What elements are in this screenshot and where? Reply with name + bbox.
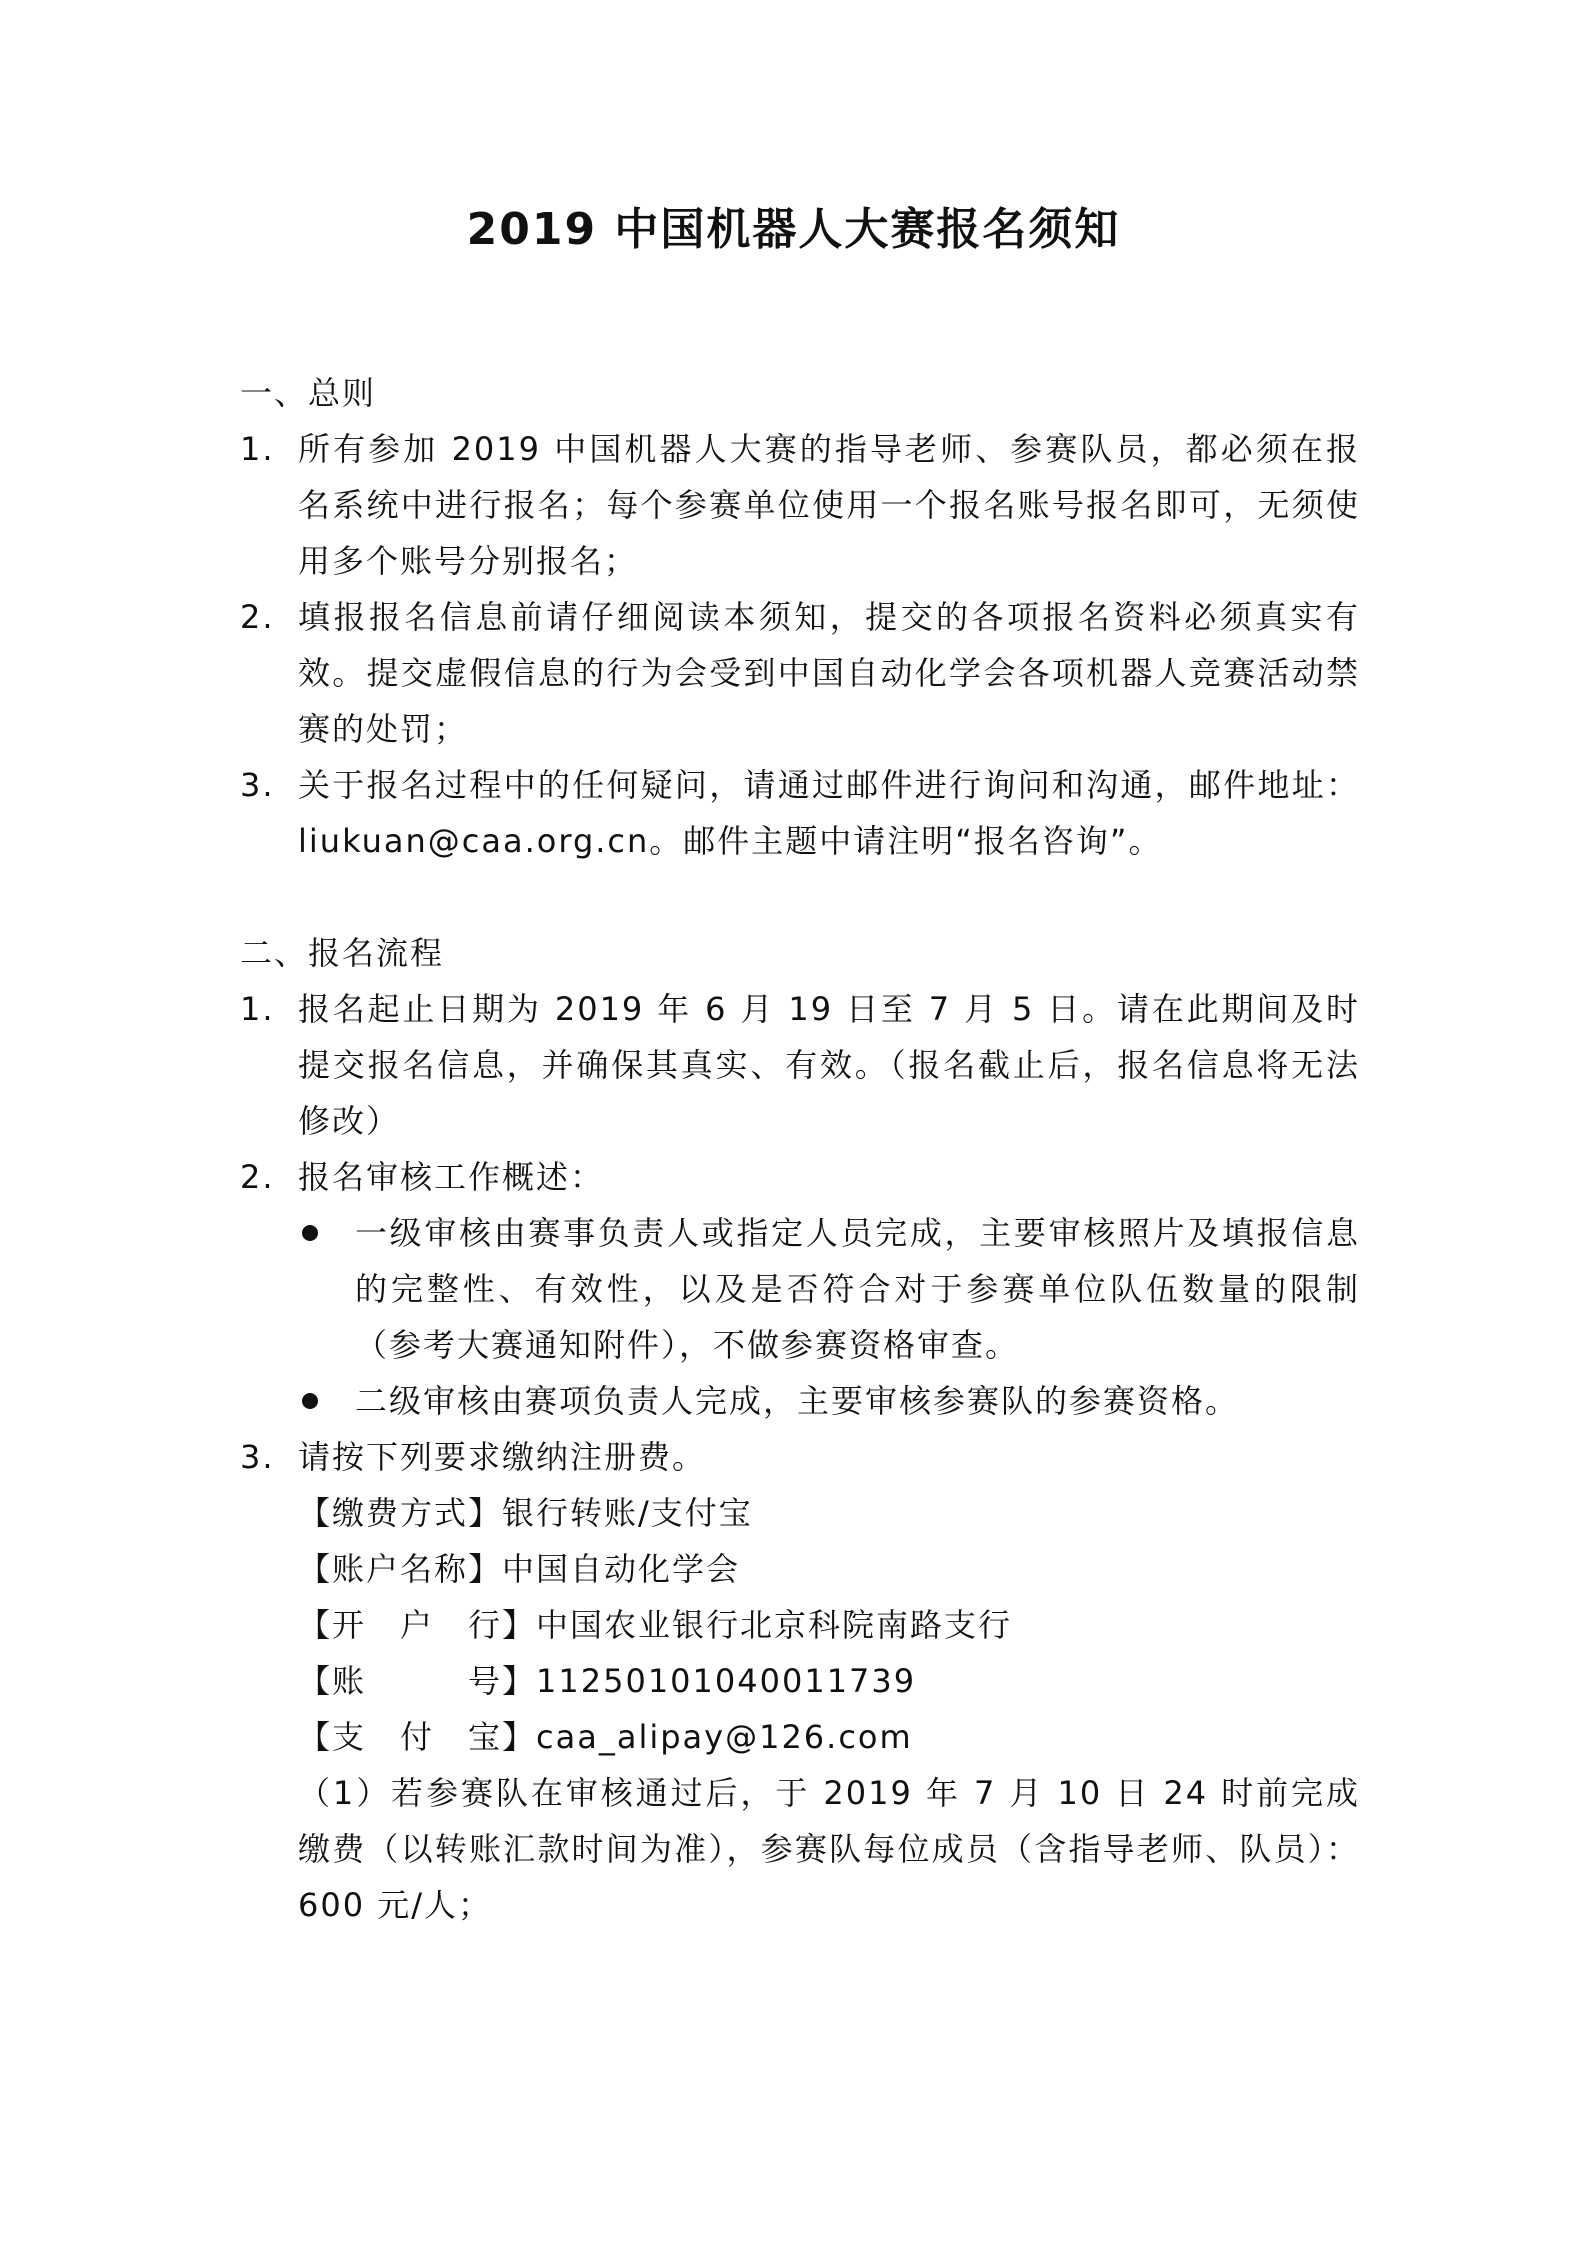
- item-text: 关于报名过程中的任何疑问，请通过邮件进行询问和沟通，邮件地址：liukuan@caa.org.cn。邮件主题中请注明“报名咨询”。: [298, 766, 1360, 860]
- item-number: 1.: [240, 430, 275, 468]
- payment-value: 11250101040011739: [536, 1662, 917, 1700]
- bullet-dot-icon: [302, 1225, 318, 1241]
- item-text: 报名起止日期为 2019 年 6 月 19 日至 7 月 5 日。请在此期间及时提交报名信息，并确保其真实、有效。（报名截止后，报名信息将无法修改）: [298, 990, 1360, 1140]
- item-number: 1.: [240, 990, 275, 1028]
- bullet-text: 二级审核由赛项负责人完成，主要审核参赛队的参赛资格。: [355, 1382, 1240, 1420]
- payment-value: 中国自动化学会: [502, 1550, 741, 1588]
- fee-note: （1）若参赛队在审核通过后，于 2019 年 7 月 10 日 24 时前完成缴费（以转账汇款时间为准），参赛队每位成员（含指导老师、队员）：600 元/人；: [298, 1774, 1360, 1924]
- item-text: 报名审核工作概述：: [298, 1158, 605, 1196]
- payment-key: 【账 号】: [298, 1662, 537, 1700]
- list-item: [240, 981, 1360, 1149]
- bullet-text: 一级审核由赛事负责人或指定人员完成，主要审核照片及填报信息的完整性、有效性，以及是否符合对于参赛单位队伍数量的限制（参考大赛通知附件），不做参赛资格审查。: [355, 1214, 1360, 1364]
- item-number: 2.: [240, 1158, 275, 1196]
- bullet-dot-icon: [302, 1393, 318, 1409]
- payment-method-row: [240, 1485, 1360, 1541]
- payment-value: caa_alipay@126.com: [536, 1718, 913, 1756]
- account-number-row: [240, 1653, 1360, 1709]
- payment-key: 【支 付 宝】: [298, 1718, 537, 1756]
- list-item: [240, 1149, 1360, 1205]
- item-number: 3.: [240, 766, 275, 804]
- bullet-item: [240, 1205, 1360, 1373]
- item-text: 填报报名信息前请仔细阅读本须知，提交的各项报名资料必须真实有效。提交虚假信息的行为会受到中国自动化学会各项机器人竞赛活动禁赛的处罚；: [298, 598, 1360, 748]
- item-number: 3.: [240, 1438, 275, 1476]
- item-number: 2.: [240, 598, 275, 636]
- payment-key: 【账户名称】: [298, 1550, 503, 1588]
- section-heading-general: 一、总则: [240, 374, 377, 412]
- list-item: [240, 421, 1360, 589]
- bank-row: [240, 1597, 1360, 1653]
- payment-value: 银行转账/支付宝: [502, 1494, 753, 1532]
- list-item: [240, 1429, 1360, 1485]
- list-item: [240, 589, 1360, 757]
- item-text: 请按下列要求缴纳注册费。: [298, 1438, 707, 1476]
- document-body: [240, 365, 1360, 1933]
- bullet-item: [240, 1373, 1360, 1429]
- alipay-row: [240, 1709, 1360, 1765]
- payment-key: 【缴费方式】: [298, 1494, 503, 1532]
- payment-value: 中国农业银行北京科院南路支行: [536, 1606, 1013, 1644]
- account-name-row: [240, 1541, 1360, 1597]
- list-item: [240, 757, 1360, 869]
- item-text: 所有参加 2019 中国机器人大赛的指导老师、参赛队员，都必须在报名系统中进行报名；每个参赛单位使用一个报名账号报名即可，无须使用多个账号分别报名；: [298, 430, 1360, 580]
- document-title: 2019 中国机器人大赛报名须知: [466, 204, 1121, 255]
- payment-key: 【开 户 行】: [298, 1606, 537, 1644]
- section-heading-registration-process: 二、报名流程: [240, 934, 445, 972]
- section-spacer: [240, 869, 1360, 925]
